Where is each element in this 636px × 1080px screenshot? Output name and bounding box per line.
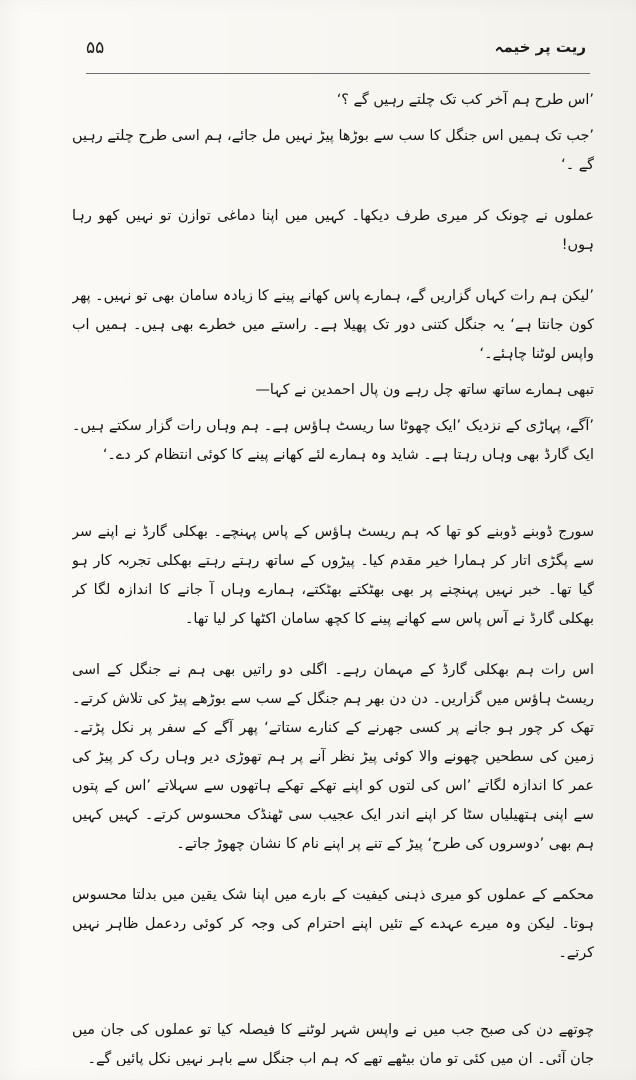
paragraph-arrival: سورج ڈوبنے ڈوبنے کو تھا کہ ہم ریسٹ ہاؤس کے پاس پہنچے۔ بھکلی گارڈ نے اپنے سر سے پگڑی اتار کر ہمارا خیر مقدم کیا۔ پیڑوں کے ساتھ رہتے رہتے بھکلی تجربہ کار ہو گیا تھا۔ خبر نہیں پہنچنے پر بھی بھٹکتے بھٹکتے، ہمارے وہاں آ جانے کا اندازہ لگا کر بھکلی گارڈ نے آس پاس سے کھانے پینے کا کچھ سامان اکٹھا کر لیا تھا۔ [72, 524, 594, 627]
paragraph-question: ’اس طرح ہم آخر کب تک چلتے رہیں گے ؟‘ [336, 92, 594, 108]
paragraph-return: چوتھے دن کی صبح جب میں نے واپس شہر لوٹنے کا فیصلہ کیا تو عملوں کی جان میں جان آئی۔ ان میں کئی تو مان بیٹھے تھے کہ ہم اب جنگل سے باہر نہیں نکل پائیں گے۔ [72, 1022, 594, 1066]
page-number: ۵۵ [86, 38, 105, 58]
running-title: ریت پر خیمہ [494, 38, 586, 56]
page-body [72, 86, 594, 1066]
paragraph-staff-reaction: عملوں نے چونک کر میری طرف دیکھا۔ کہیں میں اپنا دماغی توازن تو نہیں کھو رہا ہوں! [72, 208, 594, 253]
paragraph-search: اس رات ہم بھکلی گارڈ کے مہمان رہے۔ اگلی دو راتیں بھی ہم نے جنگل کے اسی ریسٹ ہاؤس میں گزاریں۔ دن دن بھر ہم جنگل کے سب سے بوڑھے پیڑ کی تلاش کرتے۔ تھک کر چور ہو جانے پر کسی جھرنے کے کنارے ستاتے‘ پھر آگے کے سفر پر نکل پڑتے۔ زمین کی سطحیں چھونے والا کوئی پیڑ نظر آنے پر ہم تھوڑی دیر وہاں رک کر پیڑ کی عمر کا اندازہ لگاتے ’اس کی لتوں کو اپنے تھکے تھکے ہاتھوں سے سہلاتے ’اس کے پتوں سے اپنی ہتھیلیاں سٹا کر اپنے اندر ایک عجیب سی ٹھنڈک محسوس کرتے۔ کہیں کہیں ہم بھی ’دوسروں کی طرح‘ پیڑ کے تنے پر اپنے نام کا نشان چھوڑ جاتے۔ [72, 662, 594, 852]
paragraph-answer: ’جب تک ہمیں اس جنگل کا سب سے بوڑھا پیڑ نہیں مل جائے، ہم اسی طرح چلتے رہیں گے ۔‘ [72, 128, 594, 173]
page-header [86, 36, 586, 68]
paragraph-staff-doubt: محکمے کے عملوں کو میری ذہنی کیفیت کے بارے میں اپنا شک یقین میں بدلتا محسوس ہوتا۔ لیکن وہ میرے عہدے کے تئیں اپنے احترام کی وجہ کر کوئی ردعمل ظاہر نہیں کرتے۔ [72, 887, 594, 961]
paragraph-staff-concern: ’لیکن ہم رات کہاں گزاریں گے، ہمارے پاس کھانے پینے کا زیادہ سامان بھی تو نہیں۔ پھر کون جانتا ہے‘ یہ جنگل کتنی دور تک پھیلا ہے۔ راستے میں خطرے بھی ہیں۔ ہمیں اب واپس لوٹنا چاہئے۔‘ [72, 288, 594, 362]
paragraph-narration: تبھی ہمارے ساتھ ساتھ چل رہے ون پال احمدین نے کہا— [255, 382, 594, 398]
paragraph-rest-house: ’آگے، پہاڑی کے نزدیک ’ایک چھوٹا سا ریسٹ ہاؤس ہے۔ ہم وہاں رات گزار سکتے ہیں۔ ایک گارڈ بھی وہاں رہتا ہے۔ شاید وہ ہمارے لئے کھانے پینے کا کوئی انتظام کر دے۔‘ [72, 418, 594, 463]
header-divider [86, 73, 590, 74]
